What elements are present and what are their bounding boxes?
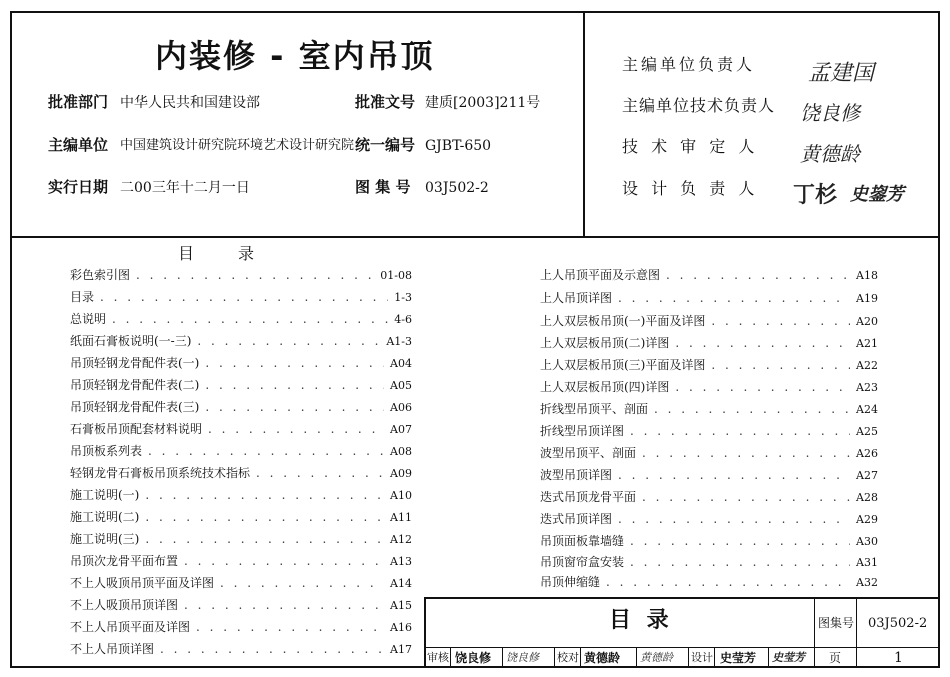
unified-no-label: 统一编号 [355,136,416,154]
toc-item: 不上人吸顶吊顶平面及详图 . . . A14 [70,574,412,590]
editor-unit-label: 主编单位 [48,136,109,154]
designer-name: 史莹芳 [720,651,757,665]
toc-item: 不上人吊顶详图 . . . A17 [70,640,412,656]
reviewer-name: 饶良修 [455,651,492,665]
toc-item: 不上人吊顶平面及详图 . . . A16 [70,618,412,634]
toc-item: 总说明 . . . 4-6 [70,310,412,326]
page-number: 1 [894,650,903,666]
approval-doc: 建质[2003]211号 [425,95,541,111]
toc-item: 上人双层板吊顶(二)详图 . . . A21 [540,334,878,350]
toc-item: 不上人吸顶吊顶详图 . . . A15 [70,596,412,612]
role-editor-head: 主编单位负责人 [622,55,756,74]
effective-date-label: 实行日期 [48,178,109,196]
toc-item: 施工说明(三) . . . A12 [70,530,412,546]
checker-signature: 黄德龄 [640,651,673,664]
toc-heading: 目录 [178,244,299,263]
checker-name: 黄德龄 [584,651,621,665]
approval-dept-label: 批准部门 [48,93,109,111]
toc-item: 上人双层板吊顶(三)平面及详图 . . . A22 [540,356,878,372]
editor-unit: 中国建筑设计研究院环境艺术设计研究院 [120,138,355,153]
toc-item: 彩色索引图 . . . 01-08 [70,266,412,282]
toc-item: 目录 . . . 1-3 [70,288,412,304]
header-divider [583,11,585,237]
toc-item: 上人吊顶平面及示意图 . . . A18 [540,266,878,282]
signature-ding: 丁杉 [793,182,838,208]
reviewer-signature: 饶良修 [506,651,539,664]
toc-item: 纸面石膏板说明(一-三) . . . A1-3 [70,332,412,348]
page-label: 页 [829,651,842,665]
check-label: 校对 [557,651,579,664]
review-label: 审核 [427,651,449,664]
toc-item: 吊顶轻钢龙骨配件表(三) . . . A06 [70,398,412,414]
toc-item: 吊顶板系列表 . . . A08 [70,442,412,458]
toc-item: 吊顶伸缩缝 . . . A32 [540,573,878,589]
toc-item: 吊顶轻钢龙骨配件表(一) . . . A04 [70,354,412,370]
title-block [424,597,940,668]
designer-signature: 史莹芳 [772,651,805,664]
toc-item: 吊顶轻钢龙骨配件表(二) . . . A05 [70,376,412,392]
toc-item: 波型吊顶详图 . . . A27 [540,466,878,482]
atlas-no: 03J502-2 [425,180,489,196]
title-block-atlas-label: 图集号 [818,616,855,630]
signature-shi: 史鋆芳 [850,184,904,205]
toc-item: 上人双层板吊顶(四)详图 . . . A23 [540,378,878,394]
toc-item: 迭式吊顶龙骨平面 . . . A28 [540,488,878,504]
toc-item: 石膏板吊顶配套材料说明 . . . A07 [70,420,412,436]
title-block-atlas-no: 03J502-2 [868,616,928,631]
effective-date: 二00三年十二月一日 [120,180,250,196]
signature-rao: 饶良修 [800,101,860,125]
toc-item: 轻钢龙骨石膏板吊顶系统技术指标 . . . A09 [70,464,412,480]
toc-item: 吊顶次龙骨平面布置 . . . A13 [70,552,412,568]
atlas-no-label: 图 集 号 [355,178,411,196]
role-tech-reviewer: 技 术 审 定 人 [622,137,759,156]
header-bottom-line [10,236,940,238]
approval-dept: 中华人民共和国建设部 [120,95,260,111]
toc-item: 折线型吊顶平、剖面 . . . A24 [540,400,878,416]
role-tech-head: 主编单位技术负责人 [622,96,776,115]
toc-item: 吊顶面板靠墙缝 . . . A30 [540,532,878,548]
toc-item: 上人双层板吊顶(一)平面及详图 . . . A20 [540,312,878,328]
toc-item: 折线型吊顶详图 . . . A25 [540,422,878,438]
toc-item: 施工说明(一) . . . A10 [70,486,412,502]
signature-meng: 孟建国 [808,61,875,86]
toc-item: 吊顶窗帘盒安装 . . . A31 [540,553,878,569]
signature-huang: 黄德龄 [800,142,860,166]
unified-no: GJBT-650 [425,138,492,154]
role-design-head: 设 计 负 责 人 [622,179,759,198]
approval-doc-label: 批准文号 [355,93,416,111]
toc-item: 上人吊顶详图 . . . A19 [540,289,878,305]
design-label: 设计 [691,651,713,664]
document-title: 内装修 - 室内吊顶 [155,37,435,75]
toc-item: 波型吊顶平、剖面 . . . A26 [540,444,878,460]
title-block-title: 目 录 [609,608,673,633]
toc-item: 迭式吊顶详图 . . . A29 [540,510,878,526]
toc-item: 施工说明(二) . . . A11 [70,508,412,524]
